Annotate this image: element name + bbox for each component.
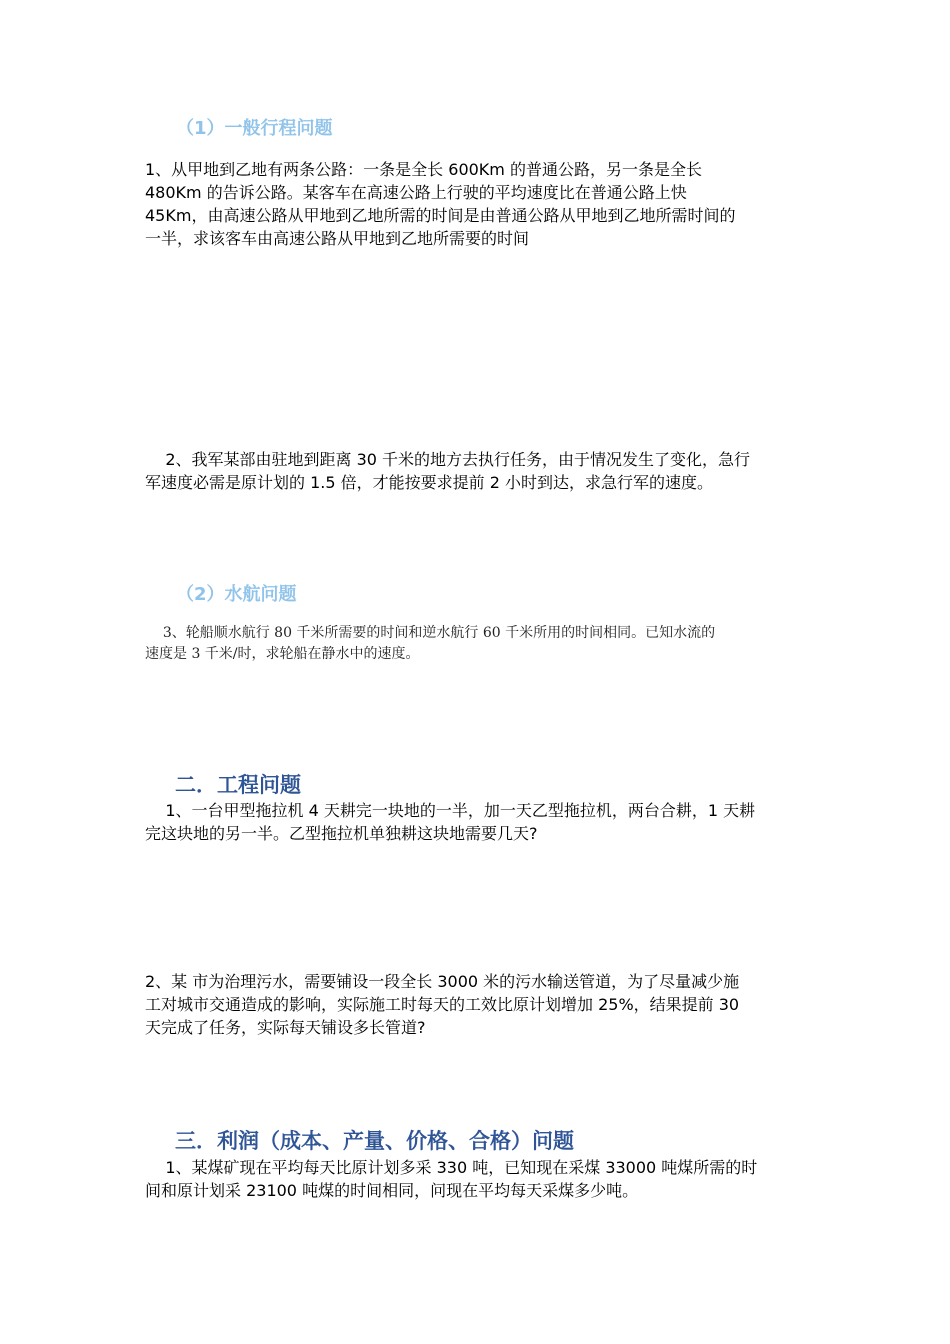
section-heading-general-travel: （1）一般行程问题 <box>176 118 333 139</box>
section-heading-engineering: 二．工程问题 <box>175 773 301 797</box>
question-travel-1: 1、从甲地到乙地有两条公路：一条是全长 600Km 的普通公路，另一条是全长 480Km 的告诉公路。某客车在高速公路上行驶的平均速度比在普通公路上快 45Km，由高速公路从甲地到乙地所需的时间是由普通公路从甲地到乙地所需时间的 一半，求该客车由高速公路从甲地到乙地所需要的时间 <box>145 160 736 248</box>
section-heading-profit: 三．利润（成本、产量、价格、合格）问题 <box>175 1129 574 1153</box>
question-water-3: 3、轮船顺水航行 80 千米所需要的时间和逆水航行 60 千米所用的时间相同。已知水流的 速度是 3 千米/时，求轮船在静水中的速度。 <box>145 625 716 662</box>
question-engineering-1: 1、一台甲型拖拉机 4 天耕完一块地的一半，加一天乙型拖拉机，两台合耕，1 天耕 完这块地的另一半。乙型拖拉机单独耕这块地需要几天? <box>145 801 756 843</box>
question-profit-1: 1、某煤矿现在平均每天比原计划多采 330 吨，已知现在采煤 33000 吨煤所需的时 间和原计划采 23100 吨煤的时间相同，问现在平均每天采煤多少吨。 <box>145 1158 758 1200</box>
section-heading-water-navigation: （2）水航问题 <box>176 584 297 605</box>
question-engineering-2: 2、某 市为治理污水，需要铺设一段全长 3000 米的污水输送管道，为了尽量减少施 工对城市交通造成的影响，实际施工时每天的工效比原计划增加 25%，结果提前 30 天完成了任务，实际每天铺设多长管道? <box>145 972 740 1037</box>
question-travel-2: 2、我军某部由驻地到距离 30 千米的地方去执行任务，由于情况发生了变化，急行 军速度必需是原计划的 1.5 倍，才能按要求提前 2 小时到达，求急行军的速度。 <box>145 450 751 492</box>
